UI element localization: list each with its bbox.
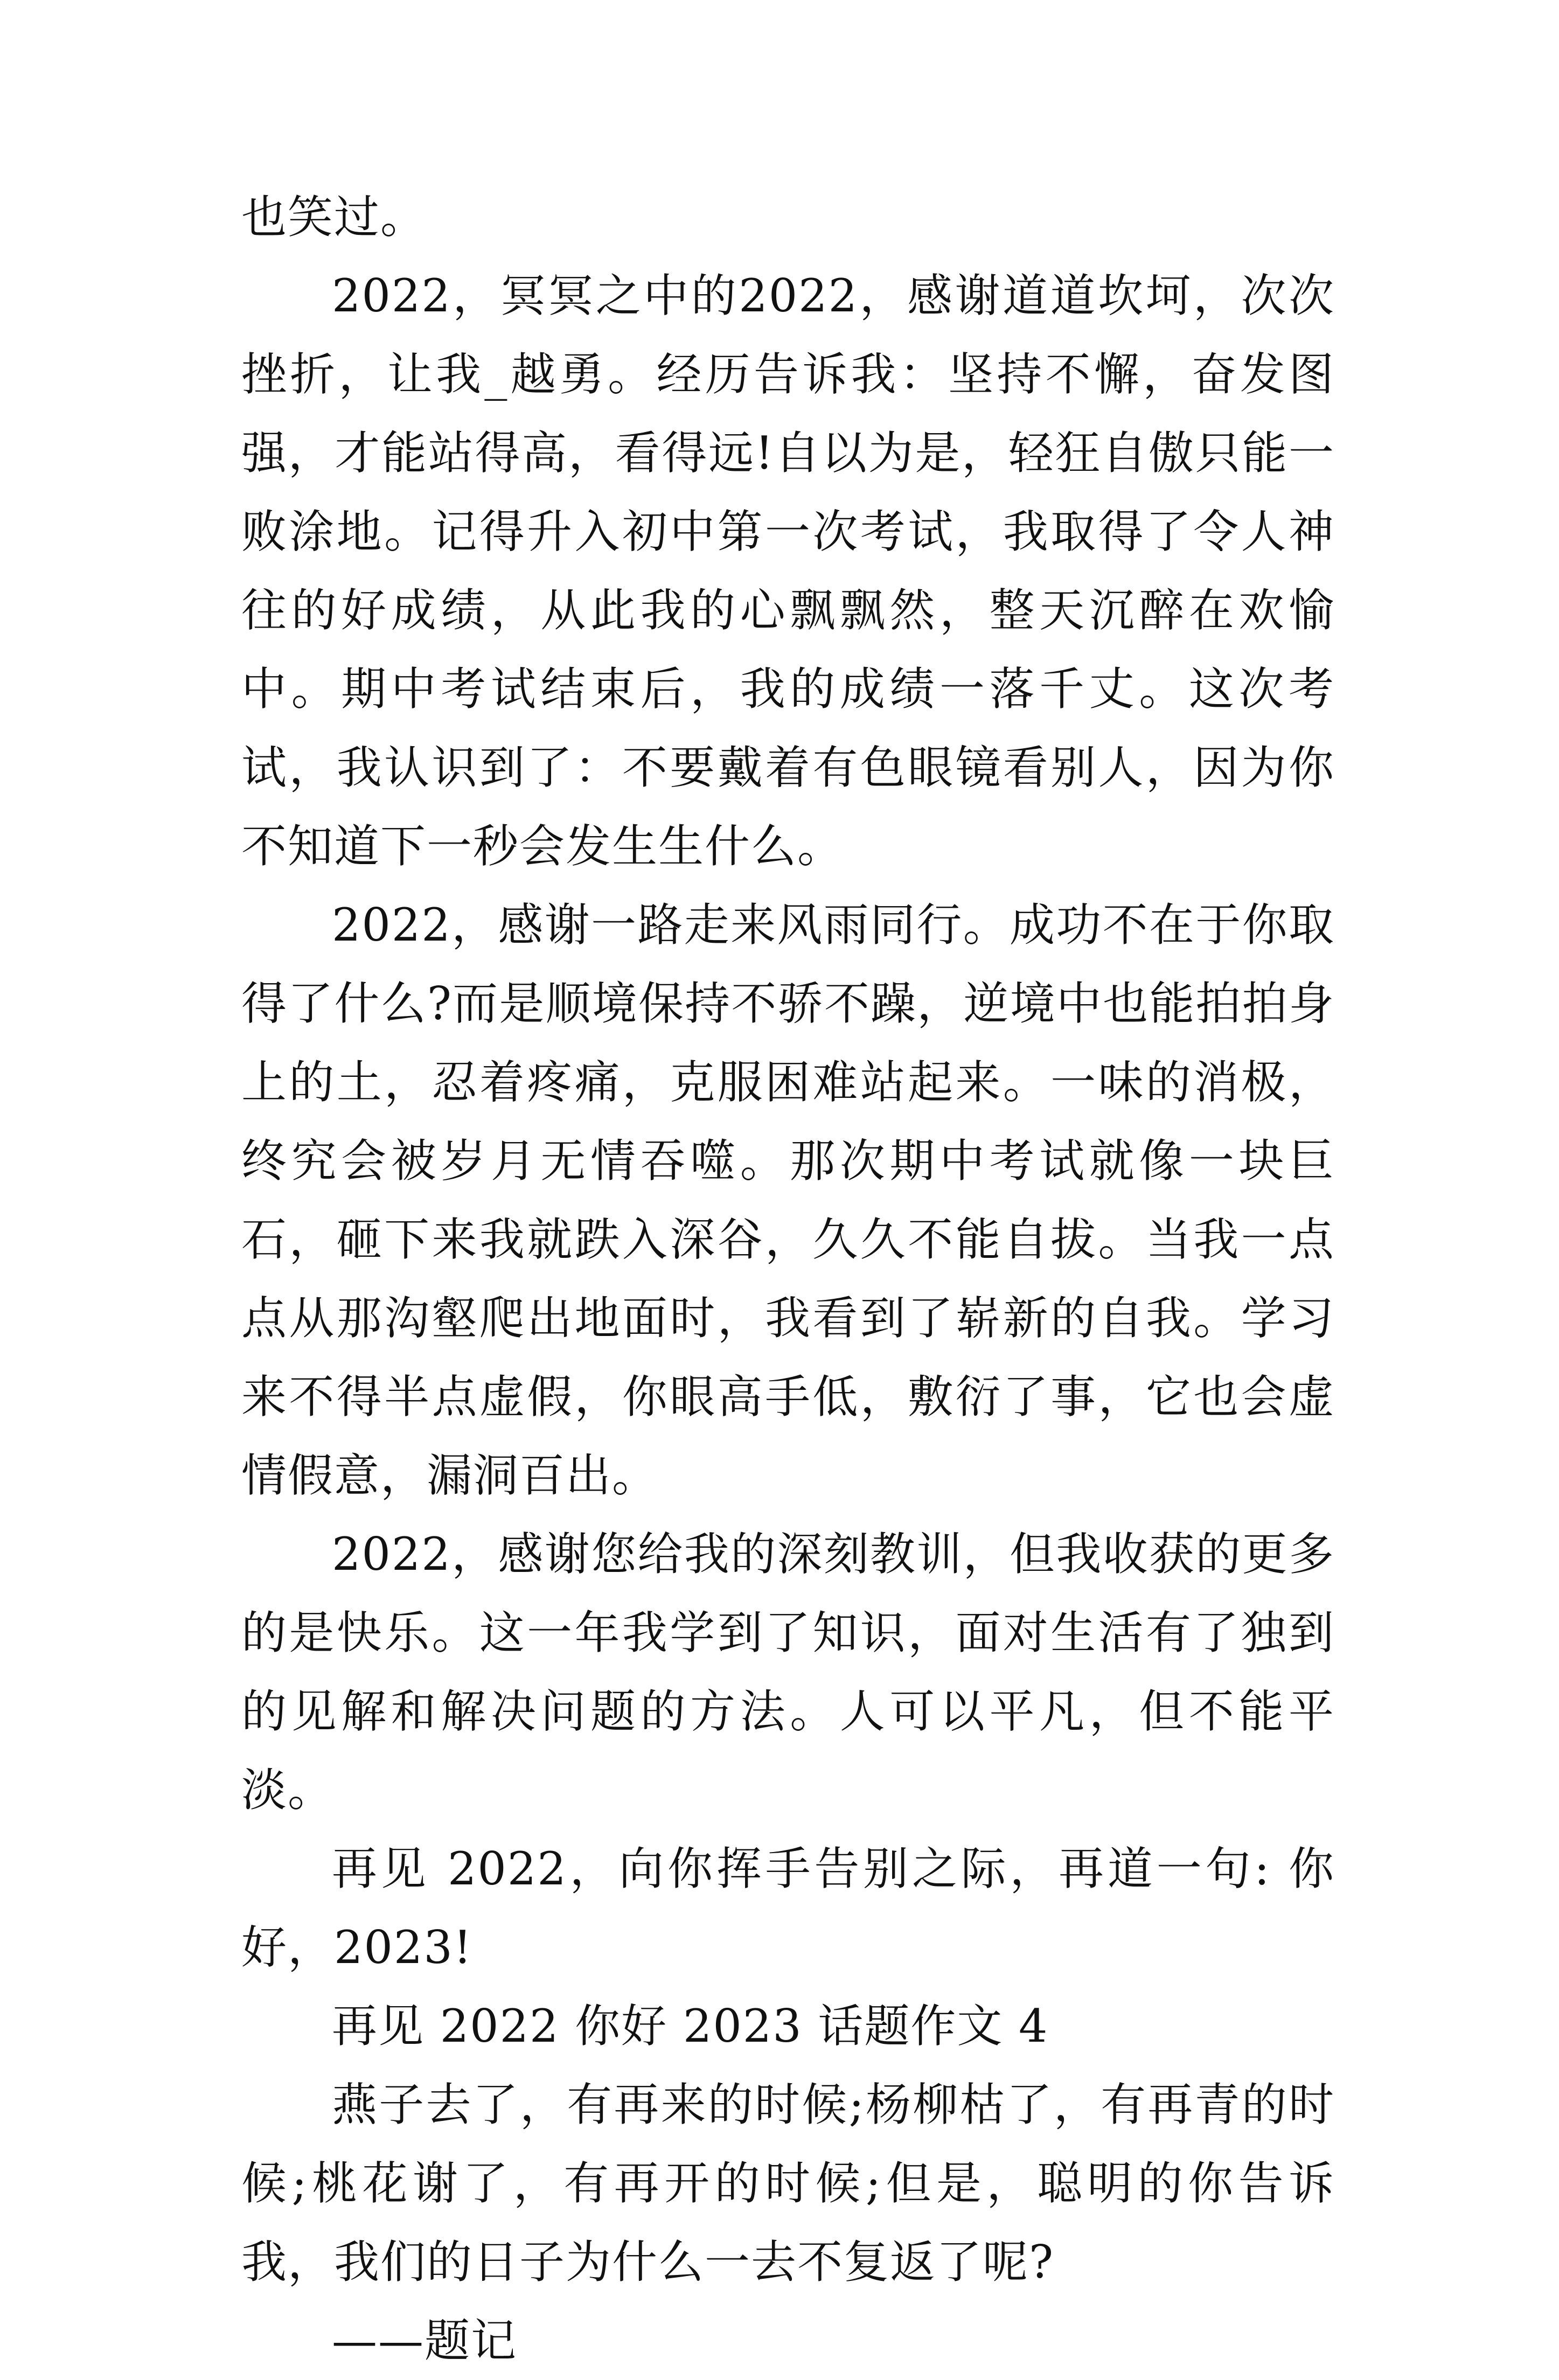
paragraph-2022-companionship: 2022，感谢一路走来风雨同行。成功不在于你取得了什么?而是顺境保持不骄不躁，逆境中也能拍拍身上的土，忍着疼痛，克服困难站起来。一味的消极，终究会被岁月无情吞噬。那次期中考试就像一块巨石，砸下来我就跌入深谷，久久不能自拔。当我一点点从那沟壑爬出地面时，我看到了崭新的自我。学习来不得半点虚假，你眼高手低，敷衍了事，它也会虚情假意，漏洞百出。 [241, 899, 1335, 1502]
essay-heading: 再见 2022 你好 2023 话题作文 4 [332, 2000, 1049, 2052]
paragraph-farewell: 再见 2022，向你挥手告别之际，再道一句: 你好，2023! [241, 1842, 1335, 1974]
epigraph-attribution: ——题记 [332, 2314, 518, 2367]
paragraph-2022-setbacks: 2022，冥冥之中的2022，感谢道道坎坷，次次挫折，让我_越勇。经历告诉我：坚持不懈，奋发图强，才能站得高，看得远!自以为是，轻狂自傲只能一败涂地。记得升入初中第一次考试，我取得了令人神往的好成绩，从此我的心飘飘然，整天沉醉在欢愉中。期中考试结束后，我的成绩一落千丈。这次考试，我认识到了：不要戴着有色眼镜看别人，因为你不知道下一秒会发生生什么。 [241, 269, 1335, 873]
paragraph-2022-lessons: 2022，感谢您给我的深刻教训，但我收获的更多的是快乐。这一年我学到了知识，面对生活有了独到的见解和解决问题的方法。人可以平凡，但不能平淡。 [241, 1528, 1335, 1817]
paragraph-epigraph: 燕子去了，有再来的时候;杨柳枯了，有再青的时候;桃花谢了，有再开的时候;但是，聪明的你告诉我，我们的日子为什么一去不复返了呢? [241, 2078, 1335, 2288]
document-body [241, 178, 1335, 2380]
paragraph-continuation: 也笑过。 [241, 191, 427, 243]
